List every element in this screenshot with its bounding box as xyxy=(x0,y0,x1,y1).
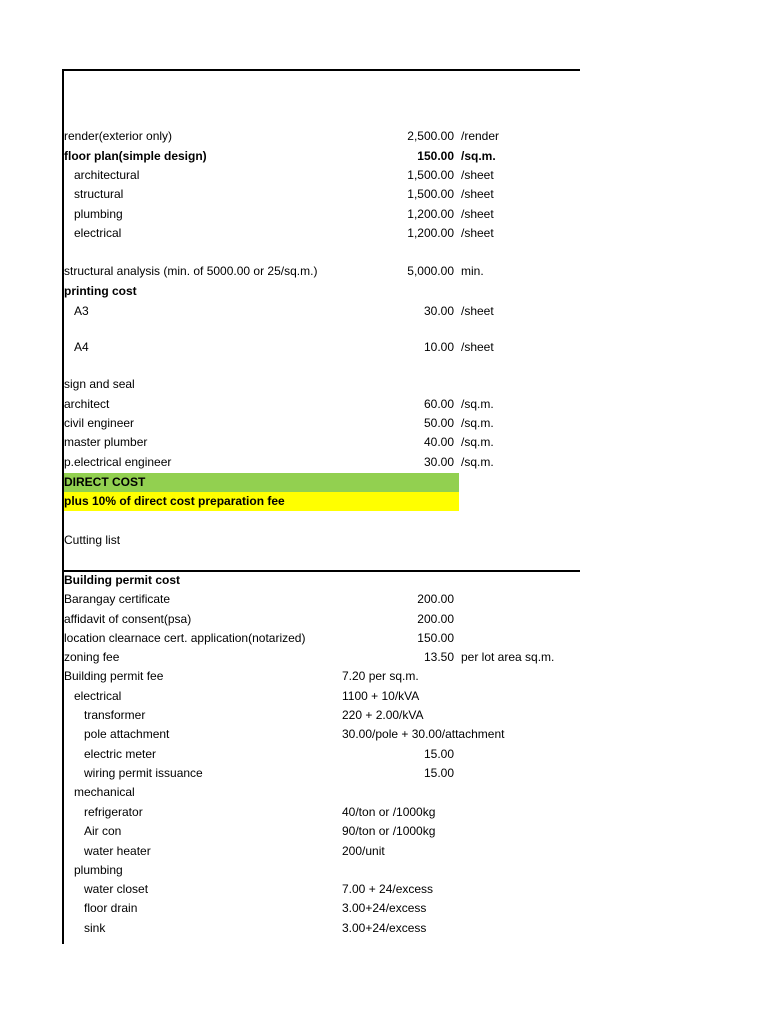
pricing-item-value: 1,500.00 xyxy=(407,168,454,182)
preparation-fee-label: plus 10% of direct cost preparation fee xyxy=(64,494,285,508)
pricing-item-value: 60.00 xyxy=(423,397,454,411)
permit-item-label: Building permit cost xyxy=(64,573,181,587)
pricing-item-unit: /render xyxy=(461,129,500,143)
permit-item-row xyxy=(64,648,580,667)
cutting-list-label: Cutting list xyxy=(64,533,121,547)
pricing-item-row xyxy=(64,205,580,224)
pricing-item-row xyxy=(64,338,580,357)
permit-item-unit: per lot area sq.m. xyxy=(461,650,555,664)
permit-item-row xyxy=(64,687,580,706)
pricing-item-value: 40.00 xyxy=(423,435,454,449)
permit-item-label: Air con xyxy=(84,824,122,838)
pricing-item-unit: /sq.m. xyxy=(461,416,494,430)
permit-item-label: Building permit fee xyxy=(64,669,164,683)
permit-item-row xyxy=(64,880,580,899)
permit-item-row xyxy=(64,725,580,744)
pricing-item-unit: /sheet xyxy=(461,207,494,221)
permit-item-row xyxy=(64,764,580,783)
permit-item-row xyxy=(64,667,580,686)
pricing-item-label: structural xyxy=(74,187,124,201)
pricing-item-row xyxy=(64,453,580,472)
permit-item-label: sink xyxy=(84,921,106,935)
permit-item-row xyxy=(64,803,580,822)
permit-item-value: 30.00/pole + 30.00/attachment xyxy=(342,727,505,741)
pricing-item-value: 50.00 xyxy=(423,416,454,430)
permit-item-label: electrical xyxy=(74,689,122,703)
pricing-item-row xyxy=(64,433,580,452)
permit-item-value: 15.00 xyxy=(423,766,454,780)
pricing-item-label: A3 xyxy=(74,304,89,318)
pricing-item-label: architectural xyxy=(74,168,140,182)
pricing-item-unit: /sq.m. xyxy=(461,455,494,469)
pricing-item-unit: /sq.m. xyxy=(461,397,494,411)
permit-item-value: 7.20 per sq.m. xyxy=(342,669,419,683)
permit-item-label: plumbing xyxy=(74,863,123,877)
permit-item-row xyxy=(64,590,580,609)
pricing-item-unit: /sq.m. xyxy=(461,149,496,163)
permit-item-value: 90/ton or /1000kg xyxy=(342,824,436,838)
permit-item-row xyxy=(64,610,580,629)
permit-item-value: 15.00 xyxy=(423,747,454,761)
pricing-item-label: architect xyxy=(64,397,110,411)
permit-item-value: 40/ton or /1000kg xyxy=(342,805,436,819)
preparation-fee-row xyxy=(64,492,459,511)
pricing-item-label: master plumber xyxy=(64,435,148,449)
pricing-item-row xyxy=(64,302,580,321)
pricing-item-row xyxy=(64,395,580,414)
pricing-item-label: structural analysis (min. of 5000.00 or 25/sq.m.) xyxy=(64,264,318,278)
pricing-item-label: plumbing xyxy=(74,207,123,221)
pricing-item-value: 1,200.00 xyxy=(407,207,454,221)
permit-item-label: electric meter xyxy=(84,747,157,761)
permit-item-value: 13.50 xyxy=(423,650,454,664)
pricing-item-unit: /sheet xyxy=(461,304,494,318)
permit-item-row xyxy=(64,822,580,841)
pricing-item-unit: /sheet xyxy=(461,340,494,354)
permit-item-label: wiring permit issuance xyxy=(84,766,203,780)
pricing-item-value: 2,500.00 xyxy=(407,129,454,143)
permit-item-row xyxy=(64,629,580,648)
pricing-item-value: 1,200.00 xyxy=(407,226,454,240)
permit-item-row xyxy=(64,745,580,764)
permit-item-label: water heater xyxy=(84,844,151,858)
cutting-list-row xyxy=(64,531,580,550)
permit-item-label: transformer xyxy=(84,708,146,722)
permit-item-row xyxy=(64,571,580,590)
pricing-item-row xyxy=(64,185,580,204)
permit-item-label: pole attachment xyxy=(84,727,170,741)
permit-item-value: 3.00+24/excess xyxy=(342,901,427,915)
permit-item-label: refrigerator xyxy=(84,805,143,819)
pricing-item-label: render(exterior only) xyxy=(64,129,173,143)
permit-item-row xyxy=(64,706,580,725)
permit-item-row xyxy=(64,919,580,938)
direct-cost-label: DIRECT COST xyxy=(64,475,146,489)
permit-item-label: water closet xyxy=(84,882,149,896)
permit-item-label: floor drain xyxy=(84,901,138,915)
permit-item-label: mechanical xyxy=(74,785,135,799)
pricing-item-row xyxy=(64,282,580,301)
pricing-item-row xyxy=(64,224,580,243)
permit-item-row xyxy=(64,783,580,802)
permit-item-value: 200.00 xyxy=(417,612,454,626)
permit-item-value: 220 + 2.00/kVA xyxy=(342,708,424,722)
pricing-item-value: 1,500.00 xyxy=(407,187,454,201)
permit-item-label: affidavit of consent(psa) xyxy=(64,612,192,626)
permit-item-value: 200/unit xyxy=(342,844,385,858)
permit-item-value: 3.00+24/excess xyxy=(342,921,427,935)
permit-item-label: Barangay certificate xyxy=(64,592,171,606)
pricing-item-label: A4 xyxy=(74,340,89,354)
permit-item-value: 7.00 + 24/excess xyxy=(342,882,434,896)
pricing-item-row xyxy=(64,375,580,394)
pricing-item-value: 30.00 xyxy=(423,304,454,318)
pricing-item-unit: /sheet xyxy=(461,226,494,240)
pricing-item-row xyxy=(64,147,580,166)
pricing-item-label: floor plan(simple design) xyxy=(64,149,207,163)
pricing-item-unit: /sq.m. xyxy=(461,435,494,449)
pricing-item-label: printing cost xyxy=(64,284,137,298)
pricing-item-unit: /sheet xyxy=(461,168,494,182)
pricing-item-row xyxy=(64,414,580,433)
pricing-item-label: civil engineer xyxy=(64,416,135,430)
pricing-item-label: electrical xyxy=(74,226,122,240)
permit-item-value: 200.00 xyxy=(417,592,454,606)
pricing-item-unit: min. xyxy=(461,264,484,278)
permit-item-row xyxy=(64,899,580,918)
pricing-item-label: sign and seal xyxy=(64,377,135,391)
pricing-item-value: 150.00 xyxy=(417,149,454,163)
pricing-item-label: p.electrical engineer xyxy=(64,455,172,469)
direct-cost-row xyxy=(64,473,459,492)
pricing-item-value: 10.00 xyxy=(423,340,454,354)
permit-item-value: 1100 + 10/kVA xyxy=(342,689,420,703)
permit-item-label: location clearnace cert. application(notarized) xyxy=(64,631,306,645)
pricing-item-row xyxy=(64,166,580,185)
pricing-item-unit: /sheet xyxy=(461,187,494,201)
top-border xyxy=(62,69,580,71)
pricing-item-row xyxy=(64,127,580,146)
pricing-item-row xyxy=(64,262,580,281)
permit-item-row xyxy=(64,842,580,861)
permit-item-label: zoning fee xyxy=(64,650,120,664)
pricing-item-value: 5,000.00 xyxy=(407,264,454,278)
permit-item-value: 150.00 xyxy=(417,631,454,645)
pricing-item-value: 30.00 xyxy=(423,455,454,469)
permit-item-row xyxy=(64,861,580,880)
